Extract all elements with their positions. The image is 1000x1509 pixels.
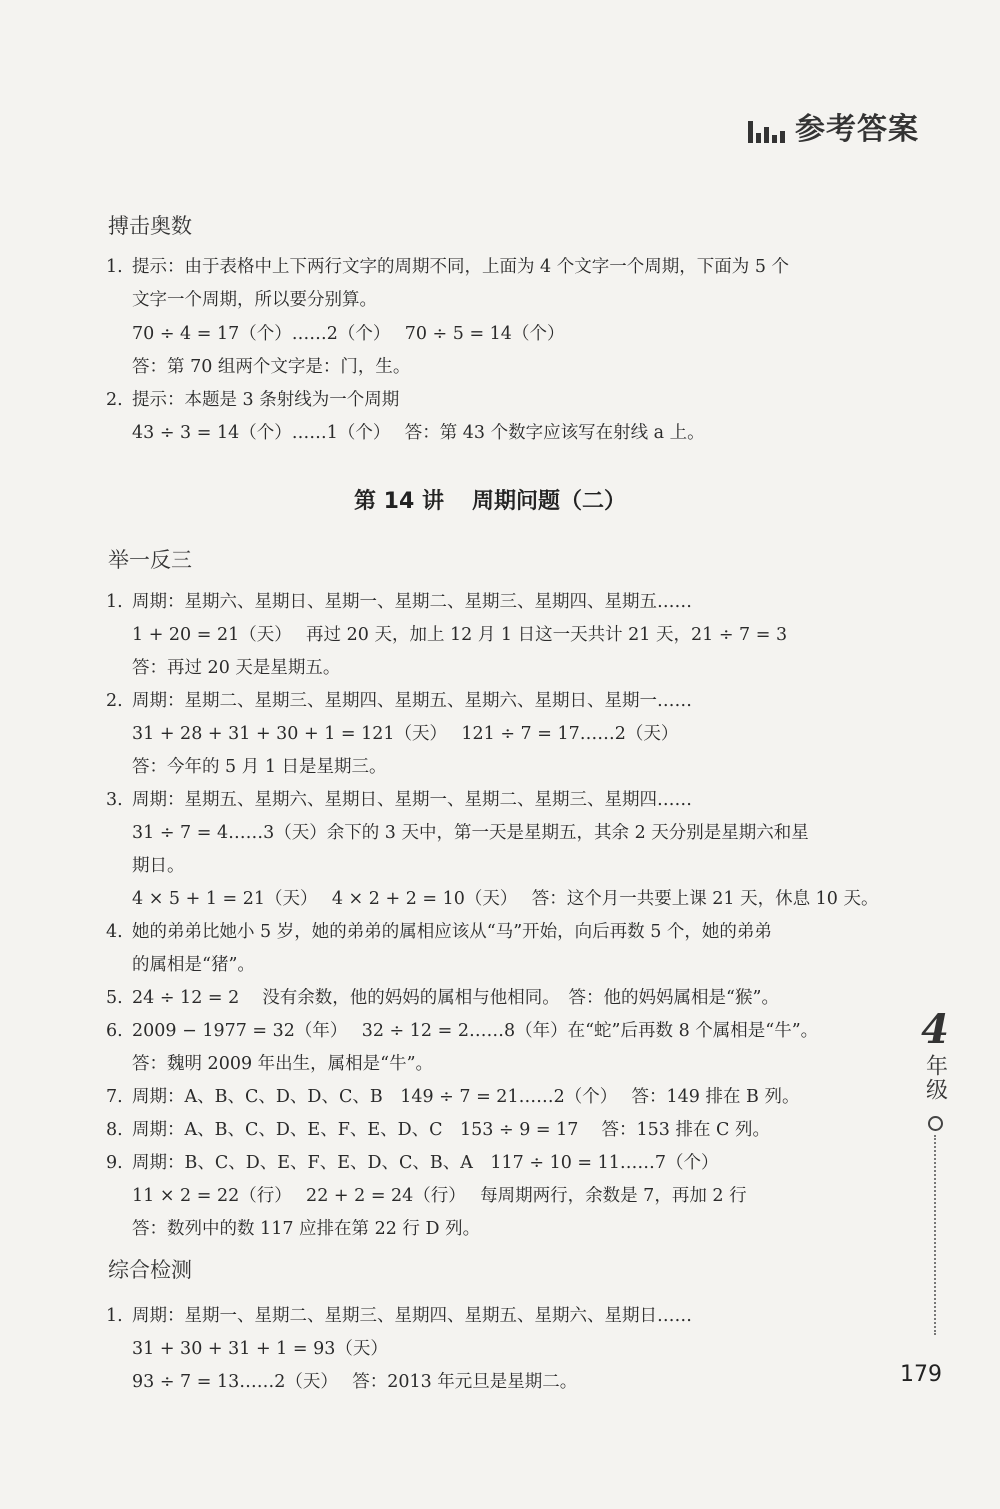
- answer-line: 她的弟弟比她小 5 岁，她的弟弟的属相应该从“马”开始，向后再数 5 个，她的弟弟: [132, 922, 772, 942]
- answer-line: 1 + 20 = 21（天） 再过 20 天，加上 12 月 1 日这一天共计 21 天，21 ÷ 7 = 3: [132, 625, 788, 645]
- answer-line: 4 × 5 + 1 = 21（天） 4 × 2 + 2 = 10（天） 答：这个月一共要上课 21 天，休息 10 天。: [132, 889, 879, 909]
- section-heading-examples: 举一反三: [108, 548, 192, 572]
- answer-line: 周期：A、B、C、D、E、F、E、D、C 153 ÷ 9 = 17 答：153 排在 C 列。: [132, 1120, 770, 1140]
- page-header: [748, 104, 919, 148]
- answer-line: 11 × 2 = 22（行） 22 + 2 = 24（行） 每周期两行，余数是 7，再加 2 行: [132, 1186, 747, 1206]
- answer-line: 31 ÷ 7 = 4……3（天）余下的 3 天中，第一天是星期五，其余 2 天分别是星期六和星: [132, 823, 809, 843]
- dotted-divider: [934, 1135, 936, 1335]
- circle-icon: [928, 1116, 943, 1131]
- item-number: 8.: [106, 1120, 123, 1140]
- item-number: 7.: [106, 1087, 123, 1107]
- answer-line: 43 ÷ 3 = 14（个）……1（个） 答：第 43 个数字应该写在射线 a 上。: [132, 423, 705, 443]
- item-number: 4.: [106, 922, 123, 942]
- answer-line: 周期：A、B、C、D、D、C、B 149 ÷ 7 = 21……2（个） 答：149 排在 B 列。: [132, 1087, 800, 1107]
- answer-line: 70 ÷ 4 = 17（个）……2（个） 70 ÷ 5 = 14（个）: [132, 324, 565, 344]
- answer-line: 答：魏明 2009 年出生，属相是“牛”。: [132, 1054, 434, 1074]
- answer-line: 提示：由于表格中上下两行文字的周期不同，上面为 4 个文字一个周期，下面为 5 个: [132, 257, 790, 277]
- grade-tab: [912, 1006, 958, 1335]
- grade-number: 4: [921, 1006, 949, 1053]
- lecture-title: [0, 484, 980, 515]
- bars-icon: [748, 109, 785, 143]
- answer-line: 24 ÷ 12 = 2 没有余数，他的妈妈的属相与他相同。 答：他的妈妈属相是“猴”。: [132, 988, 779, 1008]
- answer-line: 提示：本题是 3 条射线为一个周期: [132, 390, 400, 410]
- answer-line: 答：第 70 组两个文字是：门，生。: [132, 357, 411, 377]
- answer-line: 31 + 28 + 31 + 30 + 1 = 121（天） 121 ÷ 7 = 17……2（天）: [132, 724, 679, 744]
- item-number: 5.: [106, 988, 123, 1008]
- answer-line: 答：今年的 5 月 1 日是星期三。: [132, 757, 387, 777]
- answer-line: 周期：B、C、D、E、F、E、D、C、B、A 117 ÷ 10 = 11……7（个）: [132, 1153, 719, 1173]
- answer-line: 2009 − 1977 = 32（年） 32 ÷ 12 = 2……8（年）在“蛇”后再数 8 个属相是“牛”。: [132, 1021, 819, 1041]
- section-heading-competition: 搏击奥数: [108, 214, 192, 238]
- item-number: 1.: [106, 257, 123, 277]
- item-number: 2.: [106, 691, 123, 711]
- answer-line: 期日。: [132, 856, 185, 876]
- item-number: 2.: [106, 390, 123, 410]
- answer-line: 周期：星期六、星期日、星期一、星期二、星期三、星期四、星期五……: [132, 592, 692, 612]
- answer-line: 的属相是“猪”。: [132, 955, 255, 975]
- lecture-name: 周期问题（二）: [471, 489, 626, 514]
- answer-line: 93 ÷ 7 = 13……2（天） 答：2013 年元旦是星期二。: [132, 1372, 578, 1392]
- answer-line: 答：数列中的数 117 应排在第 22 行 D 列。: [132, 1219, 481, 1239]
- lecture-number: 第 14 讲: [354, 489, 444, 514]
- answer-line: 周期：星期二、星期三、星期四、星期五、星期六、星期日、星期一……: [132, 691, 692, 711]
- section-heading-review: 综合检测: [108, 1258, 192, 1282]
- header-title: 参考答案: [795, 112, 919, 147]
- answer-line: 周期：星期一、星期二、星期三、星期四、星期五、星期六、星期日……: [132, 1306, 692, 1326]
- page-number: 179: [900, 1362, 942, 1387]
- answer-line: 31 + 30 + 31 + 1 = 93（天）: [132, 1339, 388, 1359]
- answer-line: 答：再过 20 天是星期五。: [132, 658, 341, 678]
- item-number: 6.: [106, 1021, 123, 1041]
- item-number: 3.: [106, 790, 123, 810]
- item-number: 9.: [106, 1153, 123, 1173]
- item-number: 1.: [106, 1306, 123, 1326]
- answer-line: 文字一个周期，所以要分别算。: [132, 290, 377, 310]
- answer-line: 周期：星期五、星期六、星期日、星期一、星期二、星期三、星期四……: [132, 790, 692, 810]
- grade-label: 年级: [922, 1054, 948, 1102]
- item-number: 1.: [106, 592, 123, 612]
